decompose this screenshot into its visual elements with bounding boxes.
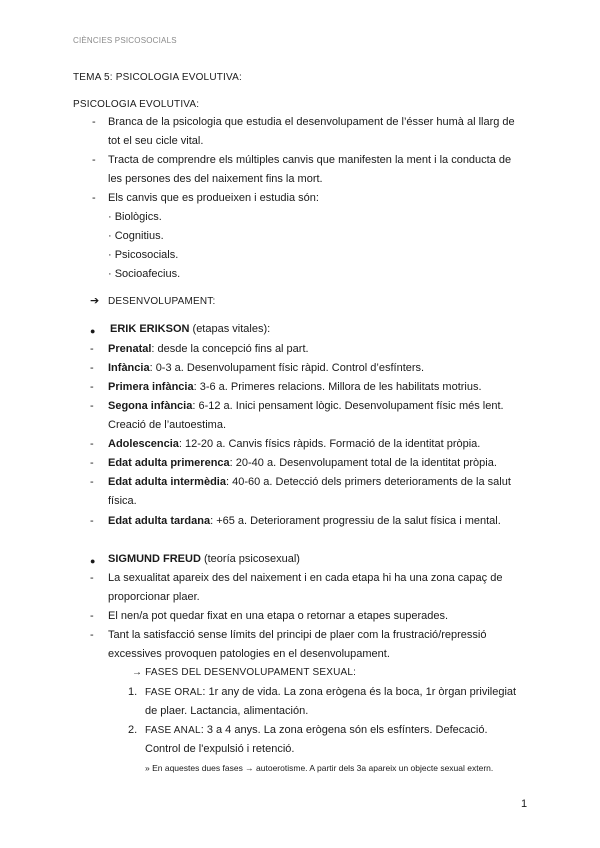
bullet-text: excessives provoquen patologies en el desenvolupament. — [108, 648, 390, 660]
bullet-text: Tracta de comprendre els múltiples canvis que manifesten la ment i la conducta de — [108, 154, 512, 166]
stage-desc: : 40-60 a. Detecció dels primers deterioraments de la salut — [225, 476, 511, 488]
sub-item: · Psicosocials. — [108, 249, 179, 261]
phase-desc: : 3 a 4 anys. La zona erògena són els esfínters. Defecació. — [200, 724, 488, 736]
stage-name: Prenatal — [108, 343, 152, 355]
phase-desc: : 1r any de vida. La zona erògena és la boca, 1r òrgan privilegiat — [202, 686, 517, 698]
stage-item — [108, 342, 309, 356]
bullet-dash: - — [90, 457, 94, 469]
sub-item: · Socioafecius. — [108, 268, 181, 280]
stage-name: Edat adulta tardana — [108, 515, 211, 527]
bullet-dash: - — [90, 572, 94, 584]
stage-desc: : desde la concepció fins al part. — [151, 343, 309, 355]
bullet-text: Els canvis que es produeixen i estudia són: — [108, 192, 319, 204]
theorist-heading — [110, 322, 270, 336]
bullet-dot-icon: ● — [90, 326, 96, 336]
bullet-dot-icon: ● — [90, 556, 96, 566]
theorist-name: ERIK ERIKSON — [110, 323, 190, 335]
bullet-dash: - — [90, 438, 94, 450]
arrow-icon: ➔ — [90, 295, 100, 307]
phase-item — [145, 685, 516, 700]
bullet-dash: - — [90, 381, 94, 393]
stage-desc: : 3-6 a. Primeres relacions. Millora de les habilitats motrius. — [193, 381, 482, 393]
bullet-text: La sexualitat apareix des del naixement i en cada etapa hi ha una zona capaç de — [108, 572, 503, 584]
stage-item — [108, 399, 504, 413]
bullet-text: proporcionar plaer. — [108, 591, 200, 603]
stage-name: Segona infància — [108, 400, 193, 412]
stage-name: Primera infància — [108, 381, 194, 393]
phase-number: 2. — [128, 724, 138, 736]
phase-label: FASE ANAL — [145, 725, 201, 736]
stage-desc: : 6-12 a. Inici pensament lògic. Desenvolupament físic més lent. — [192, 400, 504, 412]
section-heading: PSICOLOGIA EVOLUTIVA: — [73, 99, 200, 110]
phase-desc-cont: de plaer. Lactancia, alimentación. — [145, 705, 309, 717]
bullet-text: les persones des del naixement fins la mort. — [108, 173, 323, 185]
bullet-dash: - — [92, 192, 96, 204]
theorist-name: SIGMUND FREUD — [108, 553, 201, 565]
stage-desc: : 0-3 a. Desenvolupament físic ràpid. Control d’esfínters. — [149, 362, 425, 374]
bullet-text: Tant la satisfacció sense límits del principi de plaer com la frustració/repressió — [108, 629, 487, 641]
theorist-heading — [108, 552, 300, 566]
stage-item — [108, 437, 480, 451]
bullet-dash: - — [92, 154, 96, 166]
stage-item — [108, 361, 424, 375]
bullet-dash: - — [90, 343, 94, 355]
phase-number: 1. — [128, 686, 138, 698]
bullet-dash: - — [90, 476, 94, 488]
page-number: 1 — [521, 798, 528, 810]
chapter-title: TEMA 5: PSICOLOGIA EVOLUTIVA: — [73, 72, 242, 83]
stage-desc: : 20-40 a. Desenvolupament total de la identitat pròpia. — [229, 457, 497, 469]
bullet-dash: - — [90, 400, 94, 412]
theorist-note: (teoría psicosexual) — [200, 553, 300, 565]
bullet-text: El nen/a pot quedar fixat en una etapa o retornar a etapes superades. — [108, 610, 449, 622]
bullet-dash: - — [90, 515, 94, 527]
sub-item: · Cognitius. — [108, 230, 164, 242]
bullet-dash: - — [90, 362, 94, 374]
stage-name: Infància — [108, 362, 150, 374]
phase-item — [145, 723, 488, 738]
stage-item — [108, 514, 501, 528]
bullet-text: tot el seu cicle vital. — [108, 135, 204, 147]
stage-name: Adolescencia — [108, 438, 179, 450]
phase-label: FASE ORAL — [145, 687, 203, 698]
bullet-text: Branca de la psicologia que estudia el desenvolupament de l’ésser humà al llarg de — [108, 116, 515, 128]
bullet-dash: - — [90, 610, 94, 622]
stage-desc-cont: Creació de l’autoestima. — [108, 419, 227, 431]
phases-heading: → FASES DEL DESENVOLUPAMENT SEXUAL: — [132, 667, 357, 678]
theorist-note: (etapas vitales): — [189, 323, 271, 335]
stage-name: Edat adulta primerenca — [108, 457, 230, 469]
stage-desc-cont: física. — [108, 495, 137, 507]
bullet-dash: - — [92, 116, 96, 128]
bullet-dash: - — [90, 629, 94, 641]
stage-item — [108, 475, 511, 489]
subsection-heading: DESENVOLUPAMENT: — [108, 296, 216, 307]
running-header: CIÈNCIES PSICOSOCIALS — [73, 36, 177, 45]
phase-note: » En aquestes dues fases → autoerotisme. A partir dels 3a apareix un objecte sexual extern. — [145, 763, 494, 773]
stage-item — [108, 380, 482, 394]
stage-desc: : +65 a. Deteriorament progressiu de la salut física i mental. — [210, 515, 501, 527]
stage-name: Edat adulta intermèdia — [108, 476, 226, 488]
sub-item: · Biològics. — [108, 211, 162, 223]
stage-desc: : 12-20 a. Canvis físics ràpids. Formació de la identitat pròpia. — [178, 438, 481, 450]
phase-desc-cont: Control de l'expulsió i retenció. — [145, 743, 295, 755]
stage-item — [108, 456, 497, 470]
